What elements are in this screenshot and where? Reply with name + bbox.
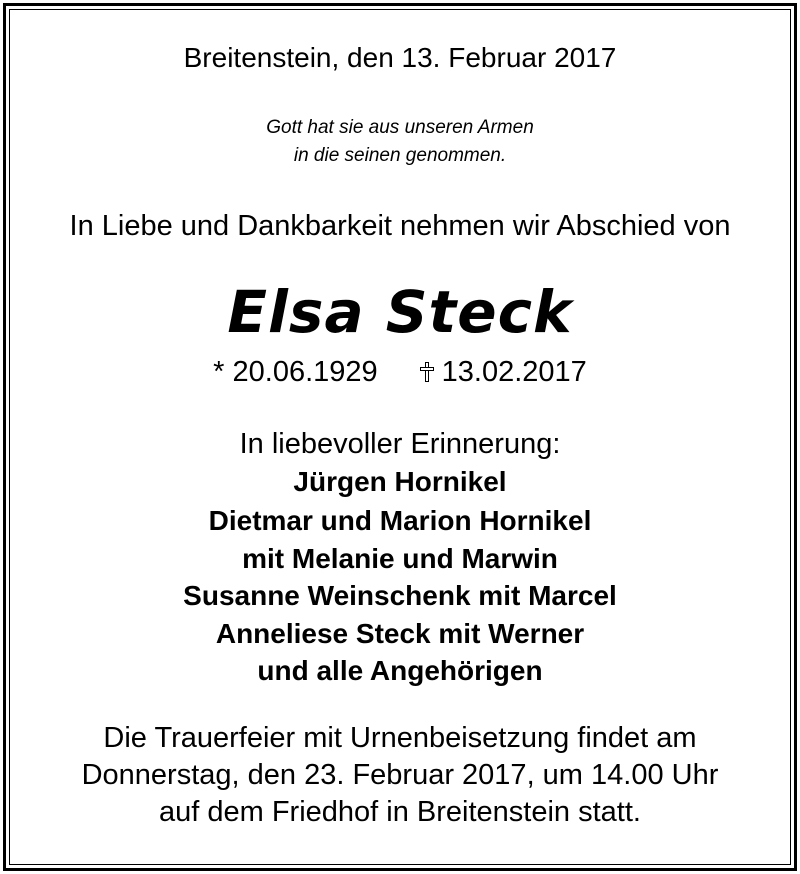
verse-line: in die seinen genommen. [293,145,507,166]
mourner-line: und alle Angehörigen [257,655,543,686]
memory-heading: In liebevoller Erinnerung: [239,428,561,460]
mourner-line: Jürgen Hornikel [293,466,507,497]
mourner-line: mit Melanie und Marwin [242,543,558,574]
place-date: Breitenstein, den 13. Februar 2017 [183,42,617,73]
birth-date: * 20.06.1929 [213,356,378,388]
funeral-info-line: auf dem Friedhof in Breitenstein statt. [159,796,641,828]
death-date: 13.02.2017 [441,356,587,388]
mourner-line: Dietmar und Marion Hornikel [208,505,592,536]
verse-line: Gott hat sie aus unseren Armen [266,117,534,138]
mourner-line: Anneliese Steck mit Werner [215,618,585,649]
funeral-info-line: Die Trauerfeier mit Urnenbeisetzung findet am [103,722,697,754]
cross-icon [420,362,434,382]
mourner-line: Susanne Weinschenk mit Marcel [183,580,617,611]
funeral-info-line: Donnerstag, den 23. Februar 2017, um 14.00 Uhr [81,759,719,791]
intro-text: In Liebe und Dankbarkeit nehmen wir Abschied von [69,210,731,242]
life-dates [0,356,800,389]
deceased-name: Elsa Steck [227,278,573,346]
